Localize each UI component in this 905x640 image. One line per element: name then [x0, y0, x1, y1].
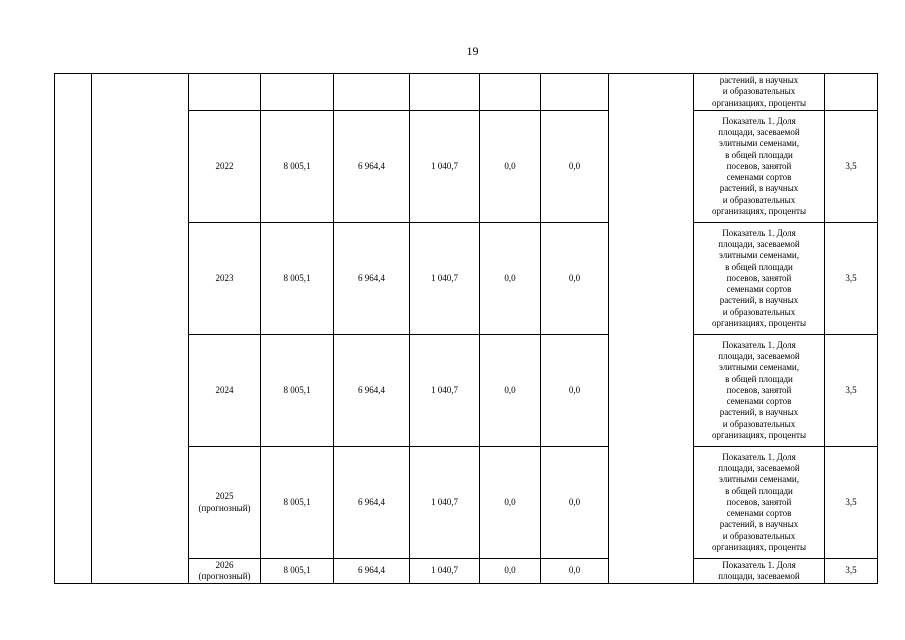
description-line: Показатель 1. Доля: [722, 116, 796, 127]
cell-col-c: 0,0: [480, 559, 541, 584]
cell-col-b: 1 040,7: [410, 447, 480, 559]
description-line: растений, в научных: [719, 75, 799, 86]
cell-col-c: 0,0: [480, 111, 541, 223]
cell-year: [189, 111, 261, 223]
description-line: семенами сортов: [726, 284, 792, 295]
cell-year: [189, 335, 261, 447]
cell-col-c: 0,0: [480, 223, 541, 335]
description-line: посевов, занятой: [726, 160, 792, 171]
cell-total: 8 005,1: [261, 111, 334, 223]
cell-col-a: 6 964,4: [334, 559, 410, 584]
cell-col-c: [480, 74, 541, 111]
cell-col-b: 1 040,7: [410, 559, 480, 584]
description-line: растений, в научных: [719, 519, 799, 530]
description-line: семенами сортов: [726, 508, 792, 519]
cell-year: [189, 223, 261, 335]
description-line: организациях, проценты: [711, 317, 807, 328]
cell-col-d: [541, 74, 609, 111]
year-label: 2023: [215, 272, 234, 283]
cell-col-a: [334, 74, 410, 111]
cell-col-b: 1 040,7: [410, 111, 480, 223]
cell-name-merged: [92, 74, 189, 584]
cell-executor-merged: [609, 74, 694, 584]
year-label: 2022: [215, 160, 234, 171]
cell-col-c: 0,0: [480, 447, 541, 559]
cell-col-a: 6 964,4: [334, 335, 410, 447]
cell-total: [261, 74, 334, 111]
program-funding-table: [54, 73, 878, 584]
cell-indicator-description: [694, 111, 825, 223]
description-line: в общей площади: [725, 373, 793, 384]
description-line: элитными семенами,: [719, 474, 799, 485]
description-line: площади, засеваемой: [718, 351, 800, 362]
cell-col-a: 6 964,4: [334, 223, 410, 335]
description-line: площади, засеваемой: [718, 463, 800, 474]
description-line: семенами сортов: [726, 396, 792, 407]
cell-indicator-description: [694, 223, 825, 335]
description-line: площади, засеваемой: [718, 571, 800, 581]
cell-indicator-value: 3,5: [825, 447, 878, 559]
cell-col-d: 0,0: [541, 559, 609, 584]
cell-indicator-value: 3,5: [825, 559, 878, 584]
cell-total: 8 005,1: [261, 559, 334, 584]
cell-indicator-value: 3,5: [825, 111, 878, 223]
cell-total: 8 005,1: [261, 223, 334, 335]
description-line: растений, в научных: [719, 183, 799, 194]
page-number: 19: [466, 44, 479, 58]
cell-year: [189, 74, 261, 111]
description-line: элитными семенами,: [719, 250, 799, 261]
description-line: площади, засеваемой: [718, 239, 800, 250]
year-note: (прогнозный): [198, 571, 251, 581]
cell-year: [189, 559, 261, 584]
cell-indicator-value: 3,5: [825, 335, 878, 447]
cell-indicator-description: [694, 335, 825, 447]
description-line: в общей площади: [725, 485, 793, 496]
year-note: (прогнозный): [198, 502, 251, 513]
description-line: посевов, занятой: [726, 272, 792, 283]
description-line: и образовательных: [722, 530, 796, 541]
cell-total: 8 005,1: [261, 447, 334, 559]
description-line: организациях, проценты: [711, 205, 807, 216]
description-line: элитными семенами,: [719, 138, 799, 149]
cell-col-c: 0,0: [480, 335, 541, 447]
cell-col-d: 0,0: [541, 223, 609, 335]
cell-col-b: 1 040,7: [410, 335, 480, 447]
year-label: 2025: [215, 491, 234, 502]
description-line: и образовательных: [722, 306, 796, 317]
description-line: растений, в научных: [719, 407, 799, 418]
description-line: в общей площади: [725, 149, 793, 160]
description-line: посевов, занятой: [726, 496, 792, 507]
cell-col-b: 1 040,7: [410, 223, 480, 335]
description-line: семенами сортов: [726, 172, 792, 183]
description-line: растений, в научных: [719, 295, 799, 306]
cell-col-a: 6 964,4: [334, 111, 410, 223]
description-line: и образовательных: [722, 418, 796, 429]
description-line: организациях, проценты: [711, 429, 807, 440]
cell-indicator-value: 3,5: [825, 223, 878, 335]
cell-indicator-description: [694, 559, 825, 584]
description-line: площади, засеваемой: [718, 127, 800, 138]
cell-indicator-value: [825, 74, 878, 111]
description-line: посевов, занятой: [726, 384, 792, 395]
cell-col-a: 6 964,4: [334, 447, 410, 559]
description-line: элитными семенами,: [719, 362, 799, 373]
description-line: и образовательных: [722, 86, 796, 97]
description-line: Показатель 1. Доля: [722, 340, 796, 351]
cell-total: 8 005,1: [261, 335, 334, 447]
year-label: 2026: [215, 559, 234, 570]
description-line: организациях, проценты: [711, 541, 807, 552]
cell-year: [189, 447, 261, 559]
description-line: Показатель 1. Доля: [722, 559, 796, 570]
table-row-continuation: [55, 74, 878, 111]
year-label: 2024: [215, 384, 234, 395]
cell-col-b: [410, 74, 480, 111]
cell-indicator-description: [694, 74, 825, 111]
cell-col-d: 0,0: [541, 447, 609, 559]
description-line: Показатель 1. Доля: [722, 452, 796, 463]
cell-indicator-description: [694, 447, 825, 559]
description-line: Показатель 1. Доля: [722, 228, 796, 239]
description-line: и образовательных: [722, 194, 796, 205]
description-line: в общей площади: [725, 261, 793, 272]
cell-number-merged: [55, 74, 92, 584]
cell-col-d: 0,0: [541, 335, 609, 447]
description-line: организациях, проценты: [711, 97, 807, 108]
cell-col-d: 0,0: [541, 111, 609, 223]
